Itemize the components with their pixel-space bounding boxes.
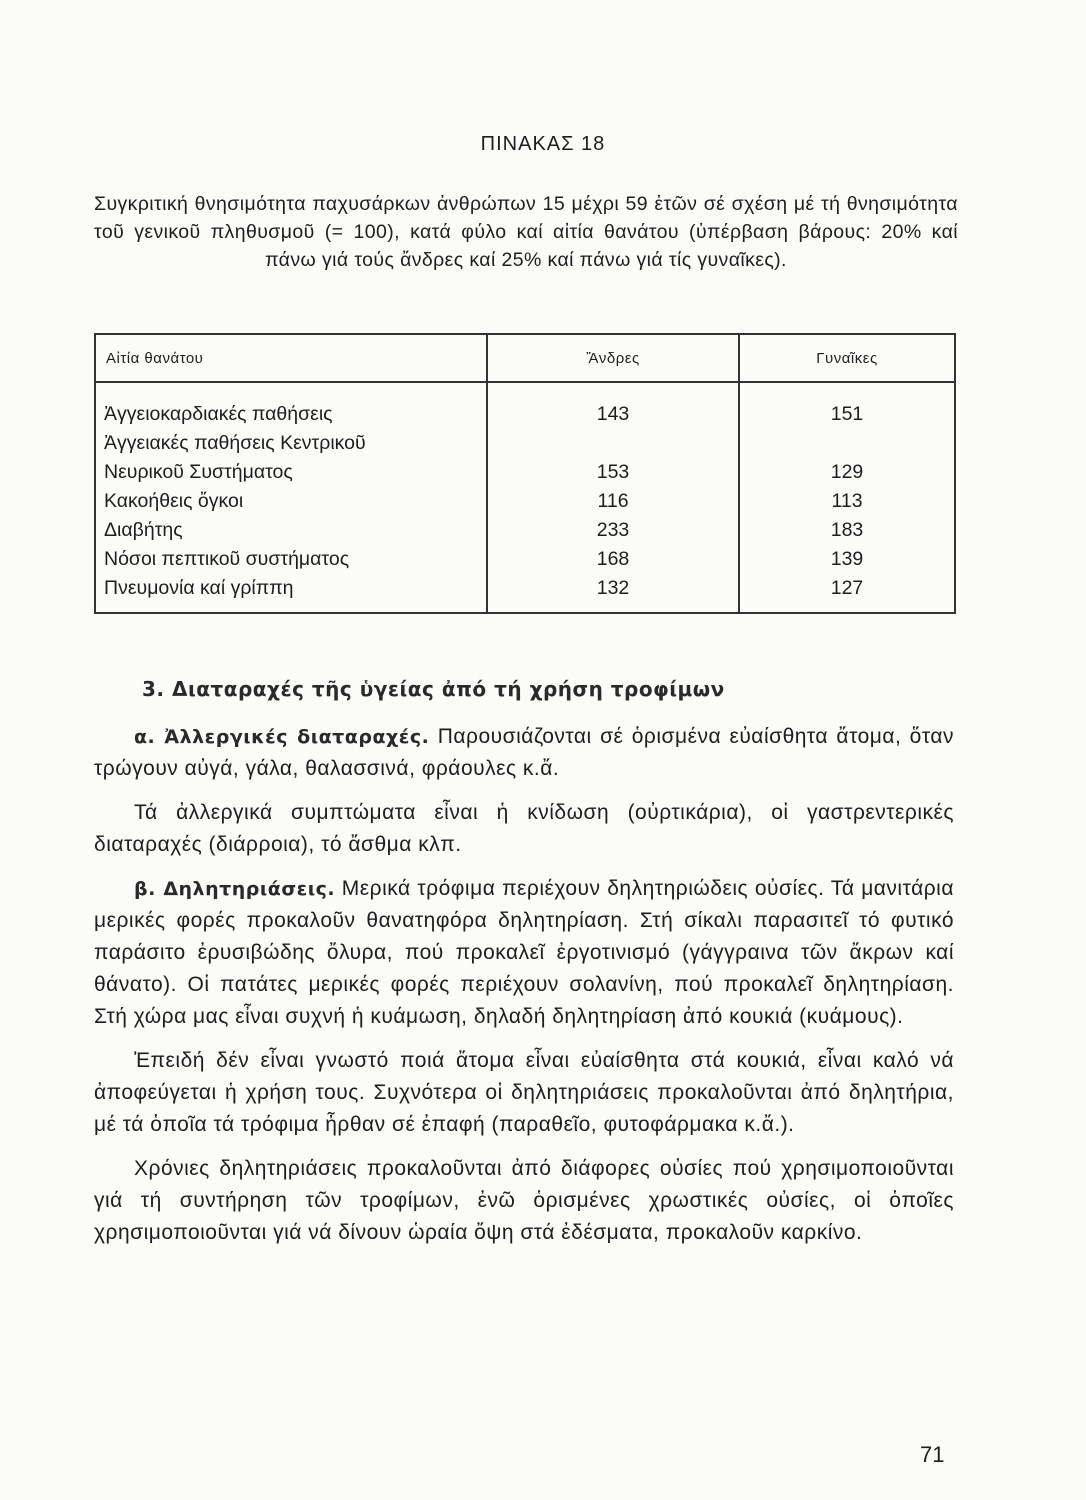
header-cause: Αἰτία θανάτου bbox=[95, 334, 487, 382]
table-row bbox=[95, 513, 955, 542]
cell-cause: Νευρικοῦ Συστήματος bbox=[95, 455, 487, 484]
allergies-text: Παρουσιάζονται σέ ὁρισμένα εὐαίσθητα ἄτομα, ὅταν τρώγουν αὐγά, γάλα, θαλασσινά, φράουλες κ.ἄ. bbox=[94, 725, 955, 780]
cell-women: 151 bbox=[739, 382, 955, 426]
header-women: Γυναῖκες bbox=[739, 334, 955, 382]
cell-cause: Νόσοι πεπτικοῦ συστήματος bbox=[95, 542, 487, 571]
table-header-row bbox=[95, 334, 955, 382]
cell-women bbox=[739, 426, 955, 455]
section-title: 3. Διαταραχές τῆς ὑγείας ἀπό τή χρήση τροφίμων bbox=[142, 677, 725, 701]
cell-women: 129 bbox=[739, 455, 955, 484]
poisoning-heading: β. Δηλητηριάσεις. bbox=[134, 878, 336, 900]
table-heading: ΠΙΝΑΚΑΣ 18 bbox=[480, 133, 606, 155]
cell-men bbox=[487, 426, 739, 455]
table-row bbox=[95, 426, 955, 455]
paragraph-poisoning bbox=[94, 873, 954, 1033]
table-caption: Συγκριτική θνησιμότητα παχυσάρκων ἀνθρώπων 15 μέχρι 59 ἐτῶν σέ σχέση μέ τή θνησιμότητα τοῦ γενικοῦ πληθυσμοῦ (= 100), κατά φύλο καί αἰτία θανάτου (ὑπέρβαση βάρους: 20% καί πάνω γιά τούς ἄνδρες καί 25% καί πάνω γιά τίς γυναῖκες). bbox=[94, 193, 958, 271]
cell-men: 233 bbox=[487, 513, 739, 542]
cell-women: 113 bbox=[739, 484, 955, 513]
cell-men: 168 bbox=[487, 542, 739, 571]
poisoning-text: Μερικά τρόφιμα περιέχουν δηλητηριώδεις οὐσίες. Τά μανιτάρια μερικές φορές προκαλοῦν θανατηφόρα δηλητηρίαση. Στή σίκαλι παρασιτεῖ τό φυτικό παράσιτο ἐρυσιβώδης ὄλυρα, πού προκαλεῖ ἐργοτινισμό (γάγγραινα τῶν ἄκρων καί θάνατο). Οἱ πατάτες μερικές φορές περιέχουν σολανίνη, πού προκαλεῖ δηλητηρίαση. Στή χώρα μας εἶναι συχνή ἡ κυάμωση, δηλαδή δηλητηρίαση ἀπό κουκιά (κυάμους). bbox=[94, 877, 954, 1028]
paragraph-allergies bbox=[94, 721, 954, 785]
table-row bbox=[95, 382, 955, 426]
cell-women: 183 bbox=[739, 513, 955, 542]
cell-cause: Ἀγγειοκαρδιακές παθήσεις bbox=[95, 382, 487, 426]
paragraph-allergy-symptoms: Τά ἀλλεργικά συμπτώματα εἶναι ἡ κνίδωση (οὐρτικάρια), οἱ γαστρεντερικές διαταραχές (διάρροια), τό ἄσθμα κλπ. bbox=[94, 801, 954, 856]
table-row bbox=[95, 571, 955, 613]
cell-men: 116 bbox=[487, 484, 739, 513]
paragraph-chronic-poisoning: Χρόνιες δηλητηριάσεις προκαλοῦνται ἀπό διάφορες οὐσίες πού χρησιμοποιοῦνται γιά τή συντήρηση τῶν τροφίμων, ἐνῶ ὁρισμένες χρωστικές οὐσίες, οἱ ὁποῖες χρησιμοποιοῦνται γιά νά δίνουν ὡραία ὄψη στά ἐδέσματα, προκαλοῦν καρκίνο. bbox=[94, 1157, 954, 1244]
cell-cause: Διαβήτης bbox=[95, 513, 487, 542]
mortality-table bbox=[94, 333, 956, 614]
cell-men: 132 bbox=[487, 571, 739, 613]
header-men: Ἄνδρες bbox=[487, 334, 739, 382]
cell-women: 127 bbox=[739, 571, 955, 613]
table-row bbox=[95, 455, 955, 484]
cell-men: 143 bbox=[487, 382, 739, 426]
page-number: 71 bbox=[920, 1442, 945, 1467]
table-row bbox=[95, 542, 955, 571]
cell-women: 139 bbox=[739, 542, 955, 571]
cell-men: 153 bbox=[487, 455, 739, 484]
body-text bbox=[94, 673, 954, 1261]
paragraph-poisoning-fava: Ἐπειδή δέν εἶναι γνωστό ποιά ἄτομα εἶναι εὐαίσθητα στά κουκιά, εἶναι καλό νά ἀποφεύγεται ἡ χρήση τους. Συχνότερα οἱ δηλητηριάσεις προκαλοῦνται ἀπό δηλητήρια, μέ τά ὁποῖα τά τρόφιμα ἦρθαν σέ ἐπαφή (παραθεῖο, φυτοφάρμακα κ.ἄ.). bbox=[94, 1049, 954, 1136]
cell-cause: Κακοήθεις ὄγκοι bbox=[95, 484, 487, 513]
allergies-heading: α. Ἀλλεργικές διαταραχές. bbox=[134, 726, 430, 748]
table-row bbox=[95, 484, 955, 513]
cell-cause: Πνευμονία καί γρίππη bbox=[95, 571, 487, 613]
cell-cause: Ἀγγειακές παθήσεις Κεντρικοῦ bbox=[95, 426, 487, 455]
